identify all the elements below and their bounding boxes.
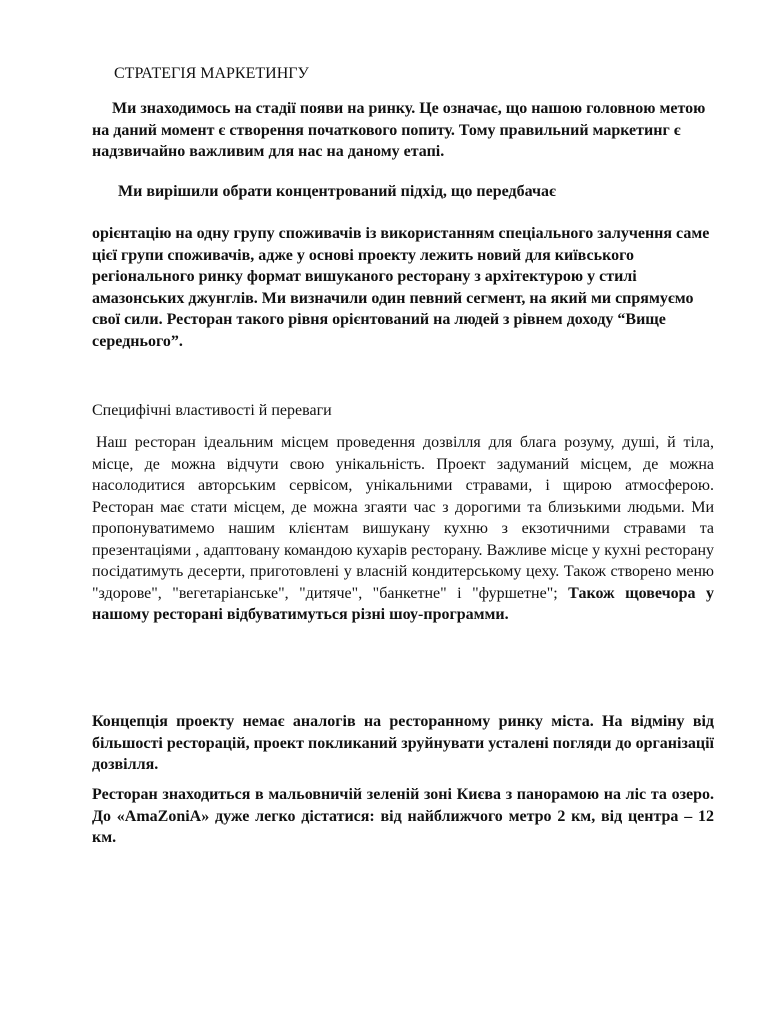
features-tail: Також щовечора у нашому ресторані відбуватимуться різні шоу-программи. xyxy=(92,584,715,623)
document-heading: СТРАТЕГІЯ МАРКЕТИНГУ xyxy=(114,65,309,82)
location-paragraph: Ресторан знаходиться в мальовничій зеленій зоні Києва з панорамою на ліс та озеро. До «AmaZoniA» дуже легко дістатися: від найближчого метро 2 км, від центра – 12 км. xyxy=(92,786,714,846)
features-paragraph xyxy=(92,432,714,626)
approach-paragraph: орієнтацію на одну групу споживачів із використанням спеціального залучення саме цієї групи споживачів, адже у основі проекту лежить новий для київського регіонального ринку формат вишуканого ресторану з архітектурою у стилі амазонських джунглів. Ми визначили один певний сегмент, на який ми спрямуємо свої сили. Ресторан такого рівня орієнтований на людей з рівнем доходу “Вище середнього”. xyxy=(92,225,710,350)
concept-paragraph: Концепція проекту немає аналогів на ресторанному ринку міста. На відміну від більшості ресторацій, проект покликаний зруйнувати усталені погляди до організації дозвілля. xyxy=(92,713,714,773)
intro-paragraph: Ми знаходимось на стадії появи на ринку. Це означає, що нашою головною метою на даний момент є створення початкового попиту. Тому правильний маркетинг є надзвичайно важливим для нас на даному етапі. xyxy=(92,100,706,160)
section-title: Специфічні властивості й переваги xyxy=(92,402,332,419)
features-text: Наш ресторан ідеальним місцем проведення дозвілля для блага розуму, душі, й тіла, місце, де можна відчути свою унікальність. Проект задуманий місцем, де можна насолодитися авторським сервісом, унікальними стравами, і щирою атмосферою. Ресторан має стати місцем, де можна згаяти час з дорогими та близькими людьми. Ми пропонуватимемо нашим клієнтам вишукану кухню з екзотичними стравами та презентаціями , адаптовану командою кухарів ресторану. Важливе місце у кухні ресторану посідатимуть десерти, приготовлені у власній кондитерському цеху. Також створено меню "здорове", "вегетаріанське", "дитяче", "банкетне" і "фуршетне"; xyxy=(92,434,714,602)
approach-line: Ми вирішили обрати концентрований підхід, що передбачає xyxy=(118,183,556,200)
